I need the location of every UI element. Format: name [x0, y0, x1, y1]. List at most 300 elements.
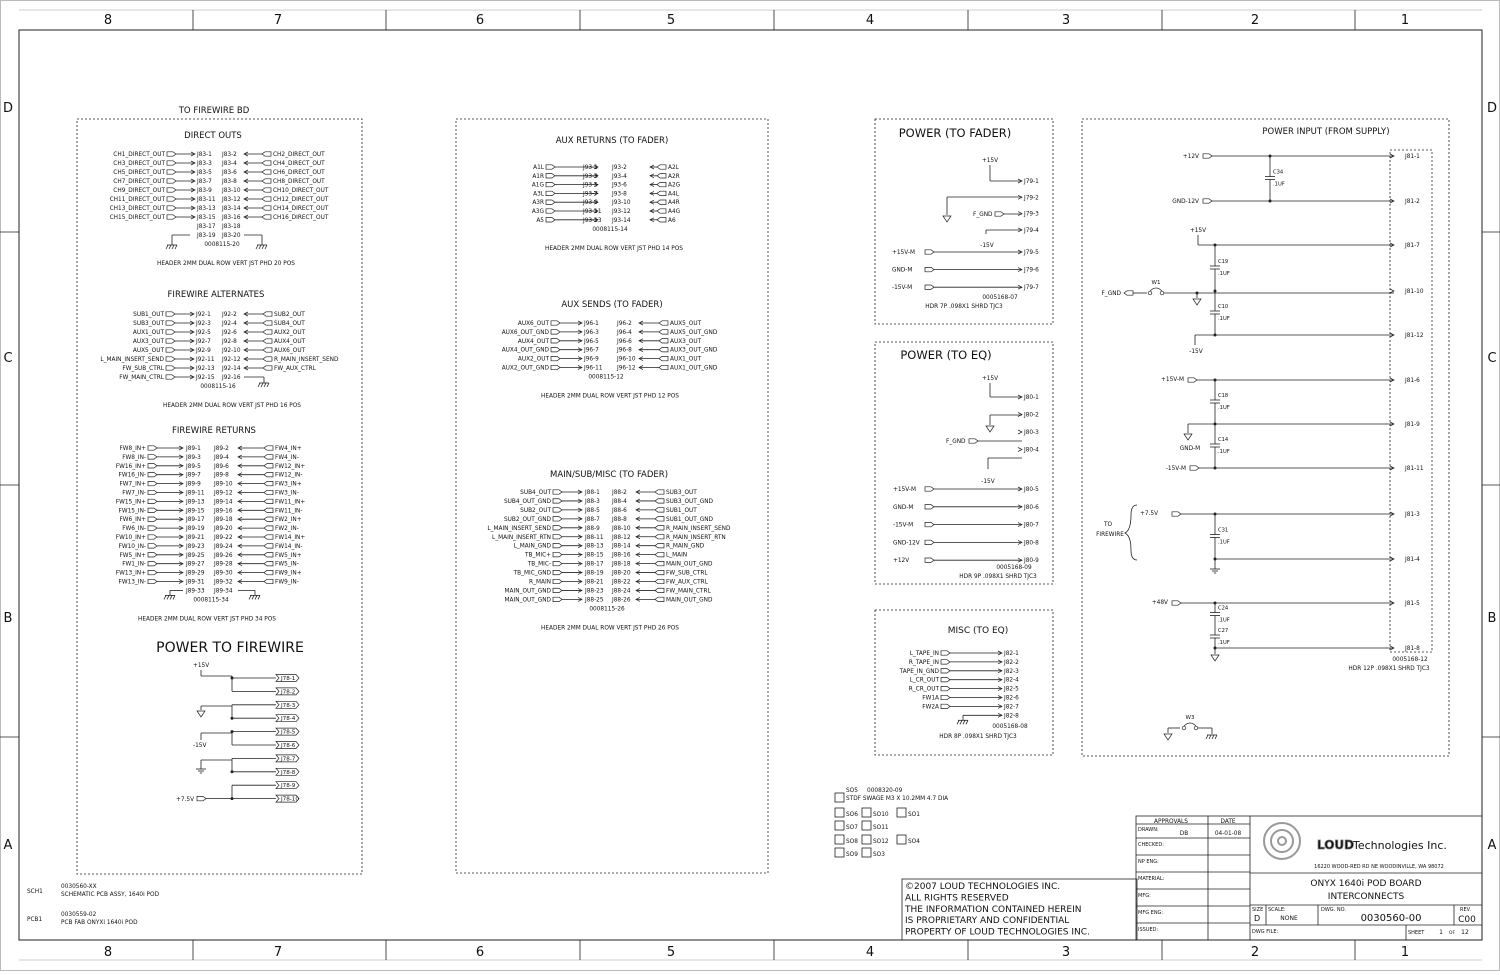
net-label: SUB1_OUT: [666, 507, 697, 514]
part-number: 0008115-26: [589, 606, 625, 613]
pin-label: J89-23: [186, 543, 205, 550]
pin-label: J79-6: [1024, 267, 1039, 274]
pin-label: J92-16: [222, 375, 241, 381]
pin-label: J89-18: [214, 517, 233, 524]
pin-label: J88-22: [612, 579, 631, 586]
net-label: FW4_IN+: [275, 446, 302, 452]
net-port-icon: [264, 517, 273, 521]
pin-label: J93-2: [612, 165, 627, 171]
chassis-ground-icon: [167, 595, 169, 599]
net-label: A2R: [668, 173, 680, 180]
standoff-ref: SO12: [873, 839, 889, 845]
pin-label: J83-2: [222, 152, 237, 158]
net-port-icon: [553, 561, 562, 565]
dwg-file-label: DWG FILE:: [1252, 929, 1279, 935]
net-label: R_TAPE_IN: [908, 659, 939, 666]
checkbox-icon: [835, 821, 844, 830]
net-label: FW3_IN+: [275, 481, 302, 488]
net-port-icon: [1124, 291, 1133, 295]
net-label: +15V: [193, 663, 210, 669]
date-label: DATE: [1220, 819, 1236, 825]
pin-label: J89-1: [186, 446, 201, 452]
net-label: CH15_DIRECT_OUT: [109, 215, 165, 221]
net-label: CH3_DIRECT_OUT: [113, 161, 165, 167]
logo-icon: [1264, 823, 1300, 859]
pin-label: J93-13: [583, 217, 602, 224]
net-label: SUB3_OUT: [666, 490, 697, 496]
net-label: +15V-M: [893, 487, 916, 493]
net-label: A1G: [531, 182, 544, 189]
title-field-label: ISSUED:: [1138, 927, 1159, 933]
checkbox-icon: [862, 848, 871, 857]
capacitor-value: .1UF: [1218, 316, 1230, 322]
header-description: HDR 7P .098X1 SHRD TJC3: [925, 304, 1003, 310]
pin-label: J81-5: [1405, 601, 1420, 607]
net-port-icon: [969, 439, 978, 443]
pin-label: J78-8: [281, 769, 296, 776]
chassis-ground-icon: [175, 245, 177, 249]
net-port-icon: [262, 179, 271, 183]
pin-label: J80-1: [1024, 395, 1039, 401]
pin-label: J83-5: [197, 170, 212, 176]
net-port-icon: [546, 174, 555, 178]
company-name: Technologies Inc.: [1353, 839, 1447, 852]
net-label: GND-12V: [893, 540, 920, 547]
pin-label: J93-1: [583, 165, 598, 171]
net-label: FW6_IN-: [122, 526, 146, 533]
pin-label: J96-8: [617, 347, 632, 354]
capacitor-value: .1UF: [1218, 539, 1230, 546]
net-label: CH1_DIRECT_OUT: [113, 152, 165, 158]
pin-label: J88-24: [612, 588, 631, 595]
net-label: R_MAIN_INSERT_SEND: [274, 357, 339, 363]
power-to-eq-box: [875, 342, 1053, 584]
net-label: A3L: [533, 191, 544, 198]
net-port-icon: [148, 570, 157, 574]
pin-label: J96-5: [584, 338, 599, 345]
net-label: AUX3_OUT: [670, 338, 702, 345]
net-port-icon: [148, 508, 157, 512]
net-label: +12V: [1182, 154, 1199, 160]
net-port-icon: [148, 473, 157, 477]
capacitor-ref: C18: [1218, 393, 1229, 399]
bom-description: PCB FAB ONYXi 1640i POD: [61, 920, 138, 926]
pin-label: J89-8: [214, 472, 229, 479]
header-description: HEADER 2MM DUAL ROW VERT JST PHD 20 POS: [157, 261, 295, 267]
net-port-icon: [263, 366, 272, 370]
net-port-icon: [264, 446, 273, 450]
pin-label: J88-13: [585, 543, 604, 550]
pin-label: J78-7: [281, 756, 296, 763]
net-label: FW7_IN-: [122, 490, 146, 497]
pin-label: J89-10: [214, 481, 233, 488]
section-title: FIREWIRE RETURNS: [172, 426, 256, 436]
net-label: CH6_DIRECT_OUT: [273, 170, 325, 176]
net-label: SUB4_OUT_GND: [503, 498, 551, 505]
bom-ref: SCH1: [27, 889, 43, 895]
net-label: FW2_IN-: [275, 526, 299, 533]
net-label: TB_MIC-: [527, 561, 551, 568]
net-label: AUX3_OUT: [132, 339, 164, 345]
net-label: +48V: [1151, 600, 1168, 606]
net-port-icon: [546, 191, 555, 195]
net-port-icon: [264, 553, 273, 557]
net-port-icon: [925, 285, 934, 289]
pin-label: J89-26: [214, 552, 233, 559]
net-port-icon: [551, 356, 560, 360]
net-label: -15V: [980, 243, 994, 249]
part-number: 0008115-20: [204, 242, 240, 248]
pin-label: J81-6: [1405, 378, 1420, 384]
zone-label-bottom: 2: [1250, 945, 1260, 960]
net-label: AUX6_OUT: [274, 348, 306, 354]
net-port-icon: [264, 544, 273, 548]
standoff-ref: SO4: [908, 839, 920, 845]
net-label: CH7_DIRECT_OUT: [113, 179, 165, 185]
checkbox-icon: [897, 808, 906, 817]
pin-label: J89-17: [186, 517, 205, 524]
net-label: AUX4_OUT: [517, 338, 549, 345]
net-port-icon: [925, 505, 934, 509]
pin-label: J78-3: [281, 702, 296, 709]
pin-label: J82-1: [1004, 651, 1019, 657]
pin-label: J80-4: [1024, 447, 1039, 454]
net-label: +15V: [981, 158, 999, 164]
net-port-icon: [167, 179, 176, 183]
net-port-icon: [657, 182, 666, 186]
ground-triangle-icon: [197, 711, 205, 717]
net-label: FW5_IN-: [275, 561, 299, 568]
net-label: L_MAIN_INSERT_SEND: [487, 525, 551, 532]
net-label: FW1A: [922, 695, 939, 702]
zone-label-right: C: [1487, 351, 1497, 366]
bom-ref: PCB1: [27, 917, 43, 923]
net-port-icon: [546, 209, 555, 213]
pin-label: J92-2: [222, 312, 237, 318]
connector-j81-box: [1390, 150, 1432, 652]
net-port-icon: [551, 348, 560, 352]
drawn-date: 04-01-08: [1214, 831, 1242, 837]
net-label: FW_MAIN_CTRL: [666, 588, 711, 595]
net-port-icon: [148, 562, 157, 566]
pin-label: J93-10: [612, 200, 631, 207]
net-port-icon: [148, 553, 157, 557]
header-description: HDR 8P .098X1 SHRD TJC3: [939, 734, 1017, 740]
bom-description: SCHEMATIC PCB ASSY, 1640i POD: [61, 892, 160, 898]
bom-part: 0030560-XX: [61, 884, 97, 890]
pin-label: J93-9: [583, 200, 598, 207]
section-title: FIREWIRE ALTERNATES: [167, 290, 265, 300]
chassis-ground-icon: [164, 595, 166, 599]
net-port-icon: [655, 499, 664, 503]
pin-label: J83-7: [197, 179, 212, 185]
net-label: CH11_DIRECT_OUT: [109, 197, 165, 203]
net-label: FW3_IN-: [275, 490, 299, 497]
pin-label: J92-1: [196, 312, 211, 318]
pin-label: J89-9: [186, 481, 201, 488]
pin-label: J88-4: [612, 498, 627, 505]
chassis-ground-icon: [264, 383, 266, 387]
pin-label: J88-11: [585, 534, 604, 541]
ground-triangle-icon: [986, 426, 994, 432]
pin-label: J92-9: [196, 348, 211, 354]
net-label: R_MAIN_GND: [666, 543, 705, 550]
net-port-icon: [166, 348, 175, 352]
net-port-icon: [941, 704, 950, 708]
header-description: HEADER 2MM DUAL ROW VERT JST PHD 26 POS: [541, 625, 679, 632]
pin-label: J96-10: [617, 356, 636, 363]
net-label: R_CR_OUT: [908, 686, 939, 693]
net-label: L_MAIN_INSERT_SEND: [100, 357, 164, 363]
sheet-number: 1: [1439, 929, 1443, 936]
pin-label: J92-4: [222, 321, 237, 327]
pin-label: J92-15: [196, 375, 215, 381]
zone-label-left: C: [3, 351, 13, 366]
chassis-ground-icon: [267, 383, 269, 387]
net-label: MAIN_OUT_GND: [504, 597, 551, 604]
net-port-icon: [264, 579, 273, 583]
zone-label-right: D: [1486, 101, 1498, 116]
pin-label: J93-12: [612, 209, 631, 215]
net-label: MAIN_OUT_GND: [504, 588, 551, 595]
net-label: CH12_DIRECT_OUT: [273, 197, 329, 203]
net-label: FW14_IN+: [275, 535, 306, 541]
pin-label: J88-2: [612, 490, 627, 496]
pin-label: J88-3: [585, 498, 600, 505]
pin-label: J92-7: [196, 339, 211, 345]
pin-label: J83-6: [222, 170, 237, 176]
net-label: FW8_IN-: [122, 454, 146, 461]
zone-label-left: B: [3, 611, 13, 626]
net-label: AUX1_OUT: [132, 330, 164, 336]
pin-label: J89-11: [186, 490, 205, 497]
zone-label-bottom: 6: [475, 945, 485, 960]
drawn-by: DB: [1179, 831, 1189, 837]
pin-label: J88-23: [585, 588, 604, 595]
part-number: 0008115-12: [588, 374, 624, 381]
net-port-icon: [655, 535, 664, 539]
pin-label: J92-12: [222, 357, 241, 363]
pin-label: J96-3: [584, 329, 599, 336]
net-port-icon: [659, 356, 668, 360]
drawing-title: ONYX 1640i POD BOARD: [1310, 879, 1422, 889]
zone-label-top: 6: [475, 13, 485, 28]
zone-label-bottom: 8: [103, 945, 113, 960]
pin-label: J93-14: [612, 217, 631, 224]
section-title: MAIN/SUB/MISC (TO FADER): [549, 470, 669, 480]
pin-label: J89-4: [214, 454, 229, 461]
chassis-ground-icon: [169, 245, 171, 249]
net-port-icon: [553, 535, 562, 539]
pin-label: J96-7: [584, 347, 599, 354]
zone-label-bottom: 3: [1061, 945, 1071, 960]
pin-label: J92-10: [222, 348, 241, 354]
pin-label: J82-4: [1004, 677, 1019, 684]
net-port-icon: [1190, 466, 1199, 470]
zone-label-left: D: [2, 101, 14, 116]
net-port-icon: [262, 197, 271, 201]
pin-label: J88-21: [585, 579, 604, 586]
pin-label: J92-3: [196, 321, 211, 327]
brace-icon: [1125, 505, 1137, 560]
net-port-icon: [262, 206, 271, 210]
net-port-icon: [546, 165, 555, 169]
net-port-icon: [167, 161, 176, 165]
sheet-of: OF: [1448, 931, 1456, 936]
net-label: FW_SUB_CTRL: [122, 366, 164, 372]
net-port-icon: [167, 188, 176, 192]
net-label: FW13_IN-: [118, 579, 146, 586]
net-label: FW_MAIN_CTRL: [119, 375, 164, 381]
net-label: A1R: [532, 173, 544, 180]
pin-label: J79-2: [1024, 195, 1039, 202]
arrow-icon: [1018, 430, 1022, 434]
net-port-icon: [546, 218, 555, 222]
net-label: A2L: [668, 165, 679, 171]
net-label: L_MAIN_INSERT_RTN: [492, 534, 551, 541]
net-port-icon: [148, 455, 157, 459]
zone-label-bottom: 1: [1400, 945, 1410, 960]
standoff-ref: SO10: [873, 812, 889, 818]
jumper-pad-icon: [1148, 291, 1152, 295]
net-label: AUX5_OUT_GND: [670, 329, 718, 336]
net-port-icon: [546, 182, 555, 186]
net-label: L_CR_OUT: [909, 677, 939, 684]
net-label: FW15_IN-: [118, 508, 146, 515]
net-port-icon: [655, 526, 664, 530]
net-label: SUB2_OUT_GND: [503, 516, 551, 523]
net-port-icon: [264, 473, 273, 477]
net-port-icon: [655, 552, 664, 556]
net-port-icon: [659, 348, 668, 352]
net-port-icon: [167, 215, 176, 219]
net-port-icon: [546, 200, 555, 204]
pin-label: J79-3: [1024, 211, 1039, 218]
net-label: +15V: [1189, 228, 1207, 234]
pin-label: J82-2: [1004, 659, 1019, 666]
net-label: CH13_DIRECT_OUT: [109, 206, 165, 212]
net-label: CH2_DIRECT_OUT: [273, 152, 325, 158]
net-label: FW13_IN+: [115, 570, 146, 577]
net-port-icon: [655, 508, 664, 512]
pin-label: J96-4: [617, 329, 632, 336]
sheet-total: 12: [1461, 929, 1469, 936]
net-label: TO: [1103, 522, 1113, 528]
net-label: SUB3_OUT_GND: [666, 498, 714, 505]
net-label: -15V: [193, 743, 207, 749]
net-port-icon: [148, 464, 157, 468]
net-label: SUB2_OUT: [520, 507, 551, 514]
pin-label: J88-7: [585, 516, 600, 523]
pin-label: J88-26: [612, 597, 631, 604]
pin-label: J80-9: [1024, 558, 1039, 565]
net-label: CH10_DIRECT_OUT: [273, 188, 329, 194]
standoff-part: 0008320-09: [867, 788, 903, 794]
title-field-label: MFG ENG:: [1138, 910, 1164, 916]
pin-label: J88-1: [585, 490, 600, 496]
net-port-icon: [166, 339, 175, 343]
net-port-icon: [655, 588, 664, 592]
checkbox-icon: [862, 835, 871, 844]
pin-label: J81-4: [1405, 557, 1420, 563]
pin-label: J89-2: [214, 446, 229, 452]
net-label: -15V: [1189, 349, 1203, 355]
jumper-icon: [1184, 723, 1196, 726]
part-number: 0005168-12: [1392, 657, 1428, 663]
pin-label: J80-6: [1024, 504, 1039, 511]
net-label: AUX2_OUT_GND: [501, 365, 549, 372]
net-port-icon: [148, 526, 157, 530]
standoff-ref: SO3: [873, 852, 885, 858]
header-description: HDR 12P .098X1 SHRD TJC3: [1348, 666, 1430, 672]
pin-label: J96-9: [584, 356, 599, 363]
pin-label: J89-31: [186, 579, 205, 586]
pin-label: J81-7: [1405, 243, 1420, 249]
pin-label: J79-5: [1024, 250, 1039, 256]
net-label: FW12_IN-: [275, 472, 303, 479]
section-title: POWER INPUT (FROM SUPPLY): [1262, 127, 1390, 137]
net-port-icon: [659, 365, 668, 369]
pin-label: J82-8: [1004, 713, 1019, 720]
pin-label: J92-6: [222, 330, 237, 336]
net-port-icon: [167, 152, 176, 156]
part-number: 0008115-14: [592, 226, 628, 233]
capacitor-value: .1UF: [1273, 181, 1285, 188]
net-label: FW11_IN+: [275, 499, 306, 506]
net-label: FW_AUX_CTRL: [666, 579, 708, 586]
net-label: AUX1_OUT_GND: [670, 365, 718, 372]
copyright-line: ©2007 LOUD TECHNOLOGIES INC.: [905, 882, 1061, 892]
net-port-icon: [264, 526, 273, 530]
net-label: FW8_IN+: [119, 446, 146, 452]
logo-icon: [1278, 837, 1286, 845]
net-label: TAPE_IN_GND: [899, 668, 939, 675]
net-port-icon: [1203, 154, 1212, 158]
net-port-icon: [553, 508, 562, 512]
pin-label: J80-3: [1024, 430, 1039, 436]
net-port-icon: [925, 487, 934, 491]
pin-label: J78-4: [281, 716, 296, 723]
net-port-icon: [148, 517, 157, 521]
net-port-icon: [553, 570, 562, 574]
pin-label: J89-13: [186, 499, 205, 506]
net-port-icon: [1172, 512, 1181, 516]
net-label: TB_MIC_GND: [513, 570, 551, 577]
checkbox-icon: [862, 821, 871, 830]
net-port-icon: [657, 191, 666, 195]
pin-label: J83-13: [197, 206, 216, 212]
net-label: F_GND: [946, 439, 966, 445]
firewire-bd-box: [77, 119, 362, 874]
net-label: A3R: [532, 200, 544, 207]
pin-label: J83-16: [222, 215, 241, 221]
net-port-icon: [655, 490, 664, 494]
size-label: SIZE: [1252, 907, 1264, 913]
standoff-ref: SO11: [873, 825, 889, 831]
pin-label: J83-12: [222, 197, 241, 203]
capacitor-ref: C14: [1218, 437, 1229, 443]
pin-label: J83-19: [197, 233, 216, 239]
pin-label: J80-5: [1024, 487, 1039, 493]
net-port-icon: [925, 540, 934, 544]
checkbox-icon: [835, 835, 844, 844]
section-title: POWER TO FIREWIRE: [156, 640, 304, 656]
net-label: FW_AUX_CTRL: [274, 366, 316, 372]
net-port-icon: [925, 250, 934, 254]
net-label: GND-M: [1179, 446, 1201, 452]
copyright-line: PROPERTY OF LOUD TECHNOLOGIES INC.: [905, 927, 1090, 938]
header-description: HEADER 2MM DUAL ROW VERT JST PHD 16 POS: [163, 403, 301, 409]
